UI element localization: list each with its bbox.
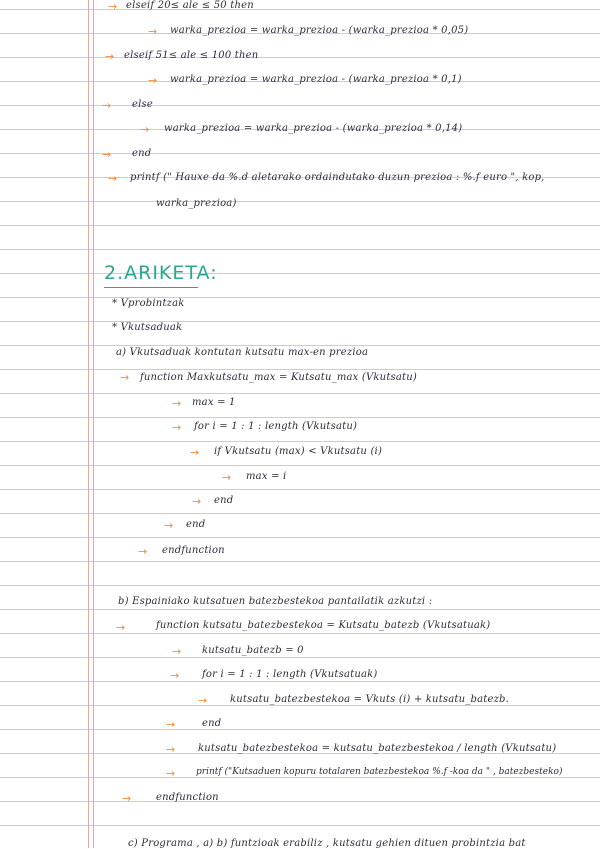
margin-line-left: [88, 0, 89, 848]
for-loop-a: for i = 1 : 1 : length (Vkutsatu): [194, 421, 358, 432]
ruled-line: [0, 249, 600, 250]
arrow-icon: →: [172, 421, 182, 434]
arrow-icon: →: [190, 446, 200, 459]
ruled-line: [0, 153, 600, 154]
arrow-icon: →: [108, 0, 118, 13]
max-assign: max = i: [246, 471, 287, 482]
arrow-icon: →: [172, 645, 182, 658]
ruled-line: [0, 321, 600, 322]
elseif-line-1: elseif 20≤ ale ≤ 50 then: [126, 0, 254, 11]
arrow-icon: →: [120, 371, 130, 384]
end-for-b: end: [202, 718, 222, 729]
arrow-icon: →: [192, 495, 202, 508]
heading-underline: [104, 287, 198, 288]
ruled-line: [0, 489, 600, 490]
price-update-line-2: warka_prezioa = warka_prezioa - (warka_prezioa * 0,1): [170, 74, 462, 85]
arrow-icon: →: [222, 471, 232, 484]
for-loop-b: for i = 1 : 1 : length (Vkutsatuak): [202, 669, 378, 680]
arrow-icon: →: [166, 743, 176, 756]
if-condition: if Vkutsatu (max) < Vkutsatu (i): [214, 446, 383, 457]
ruled-line: [0, 609, 600, 610]
function-def-b: function kutsatu_batezbestekoa = Kutsatu_batezb (Vkutsatuak): [156, 620, 491, 631]
arrow-icon: →: [102, 148, 112, 161]
ruled-line: [0, 633, 600, 634]
ruled-line: [0, 201, 600, 202]
function-def-a: function Maxkutsatu_max = Kutsatu_max (Vkutsatu): [140, 372, 417, 383]
price-update-line-3: warka_prezioa = warka_prezioa - (warka_prezioa * 0,14): [164, 123, 463, 134]
arrow-icon: →: [172, 397, 182, 410]
ruled-line: [0, 297, 600, 298]
ruled-line: [0, 273, 600, 274]
arrow-icon: →: [198, 694, 208, 707]
ruled-line: [0, 681, 600, 682]
arrow-icon: →: [166, 718, 176, 731]
ruled-line: [0, 585, 600, 586]
ruled-line: [0, 561, 600, 562]
ruled-line: [0, 705, 600, 706]
printf-line-cont: warka_prezioa): [156, 198, 237, 209]
arrow-icon: →: [138, 545, 148, 558]
ruled-line: [0, 417, 600, 418]
arrow-icon: →: [164, 519, 174, 532]
end-line: end: [132, 148, 152, 159]
task-a-title: a) Vkutsaduak kontutan kutsatu max-en prezioa: [116, 347, 369, 358]
arrow-icon: →: [102, 99, 112, 112]
arrow-icon: →: [105, 50, 115, 63]
elseif-line-2: elseif 51≤ ale ≤ 100 then: [124, 50, 259, 61]
else-line: else: [132, 99, 153, 110]
margin-line-right: [93, 0, 94, 848]
ruled-line: [0, 57, 600, 58]
ruled-line: [0, 537, 600, 538]
ruled-line: [0, 657, 600, 658]
ruled-line: [0, 513, 600, 514]
variable-item-2: * Vkutsaduak: [112, 322, 183, 333]
printf-line: printf (" Hauxe da %.d aletarako ordaindutako duzun prezioa : %.f euro ", kop,: [130, 172, 545, 183]
ruled-line: [0, 393, 600, 394]
arrow-icon: →: [170, 669, 180, 682]
ruled-line: [0, 345, 600, 346]
arrow-icon: →: [140, 123, 150, 136]
price-update-line-1: warka_prezioa = warka_prezioa - (warka_prezioa * 0,05): [170, 25, 469, 36]
endfunction-a: endfunction: [162, 545, 225, 556]
arrow-icon: →: [122, 792, 132, 805]
arrow-icon: →: [116, 621, 126, 634]
ruled-line: [0, 825, 600, 826]
variable-item-1: * Vprobintzak: [112, 298, 185, 309]
ruled-line: [0, 105, 600, 106]
avg-init: kutsatu_batezb = 0: [202, 645, 304, 656]
arrow-icon: →: [166, 767, 176, 780]
ruled-line: [0, 441, 600, 442]
task-c-title: c) Programa , a) b) funtzioak erabiliz , kutsatu gehien dituen probintzia bat: [128, 838, 526, 849]
ruled-line: [0, 225, 600, 226]
end-for-a: end: [186, 519, 206, 530]
ruled-line: [0, 777, 600, 778]
arrow-icon: →: [148, 25, 158, 38]
ruled-line: [0, 465, 600, 466]
ruled-line: [0, 369, 600, 370]
arrow-icon: →: [148, 74, 158, 87]
ruled-line: [0, 729, 600, 730]
end-if: end: [214, 495, 234, 506]
avg-divide: kutsatu_batezbestekoa = kutsatu_batezbestekoa / length (Vkutsatu): [198, 743, 557, 754]
max-init: max = 1: [192, 397, 236, 408]
printf-b: printf ("Kutsaduen kopuru totalaren batezbestekoa %.f -koa da " , batezbesteko): [196, 767, 563, 777]
section-heading: 2.ARIKETA:: [104, 262, 218, 284]
ruled-line: [0, 801, 600, 802]
ruled-line: [0, 9, 600, 10]
avg-accumulate: kutsatu_batezbestekoa = Vkuts (i) + kutsatu_batezb.: [230, 694, 510, 705]
endfunction-b: endfunction: [156, 792, 219, 803]
task-b-title: b) Espainiako kutsatuen batezbestekoa pantailatik azkutzi :: [118, 596, 433, 607]
arrow-icon: →: [108, 172, 118, 185]
